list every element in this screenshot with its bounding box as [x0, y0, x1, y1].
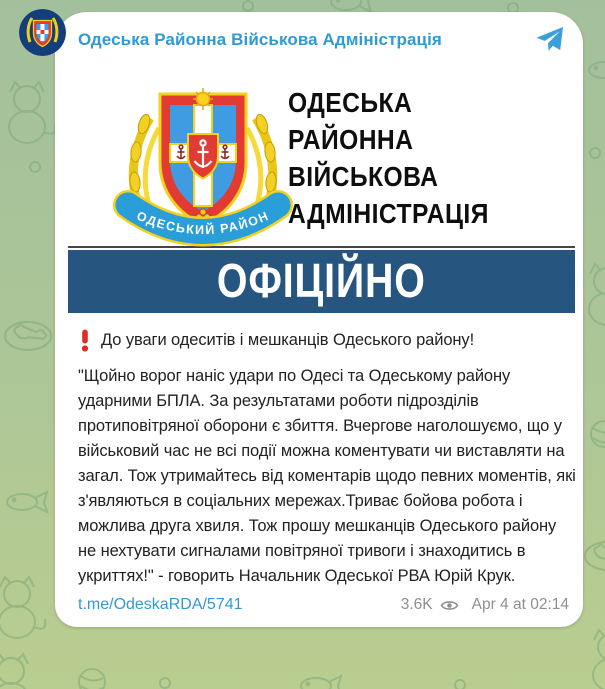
post-text-block	[55, 328, 583, 589]
post-image[interactable]	[68, 68, 575, 313]
post-link[interactable]: t.me/OdeskaRDA/5741	[78, 596, 243, 613]
post-header	[55, 12, 583, 68]
image-title-line: ВІЙСЬКОВА	[288, 161, 439, 192]
message-bubble	[55, 12, 583, 627]
avatar-coat-of-arms-icon	[19, 9, 66, 56]
channel-avatar[interactable]	[19, 9, 66, 56]
image-title	[288, 84, 489, 232]
coat-of-arms-graphic	[68, 68, 575, 246]
view-count: 3.6K	[400, 596, 433, 613]
odesa-district-coat-of-arms	[108, 74, 298, 250]
channel-name[interactable]: Одеська Районна Військова Адміністрація	[78, 30, 442, 49]
timestamp: Apr 4 at 02:14	[471, 596, 569, 613]
image-title-line: РАЙОННА	[288, 124, 414, 155]
post-footer	[55, 596, 583, 614]
image-title-line: АДМІНІСТРАЦІЯ	[288, 198, 489, 229]
post-body-text: "Щойно ворог наніс удари по Одесі та Одеському району ударними БПЛА. За результатами роботи підрозділів протиповітряної оборони є збиття. Вчергове наголошуємо, що у військовий час не всі події можна коментувати чи виставляти на загал. Тож утримайтесь від коментарів щодо певних моментів, які з'являються в соціальних мережах.Триває бойова робота і можлива друга хвиля. Тож прошу мешканців Одеського району не нехтувати сигналами повітряної тривоги і знаходитись в укриттях!" - говорить Начальник Одеської РВА Юрій Крук.	[78, 367, 581, 585]
official-banner	[68, 250, 575, 313]
alert-line	[78, 328, 577, 353]
telegram-plane-icon[interactable]	[535, 26, 563, 52]
alert-text: До уваги одеситів і мешканців Одеського району!	[101, 331, 475, 349]
red-exclamation-icon	[78, 329, 92, 352]
image-title-line: ОДЕСЬКА	[288, 87, 413, 118]
views-eye-icon	[440, 599, 459, 612]
ribbon-text: ОДЕСЬКИЙ РАЙОН	[134, 208, 272, 238]
post-meta	[401, 596, 569, 614]
official-banner-text: ОФІЦІЙНО	[217, 255, 426, 308]
